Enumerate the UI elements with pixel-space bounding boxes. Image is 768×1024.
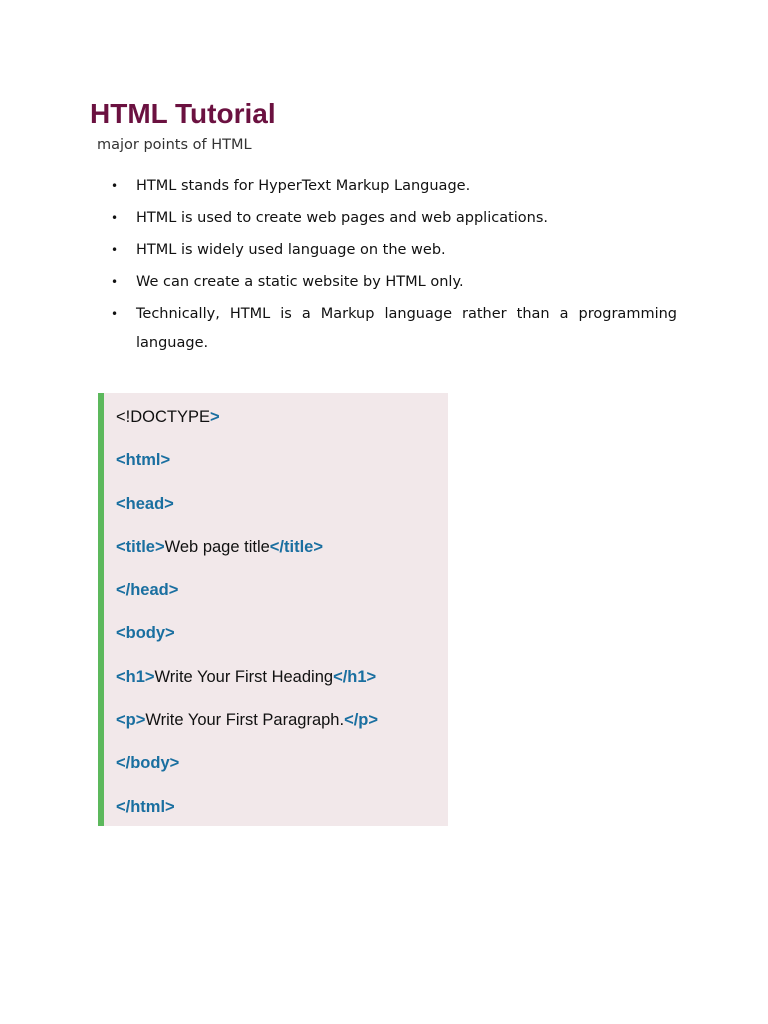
- code-doctype: <!DOCTYPE: [116, 408, 210, 426]
- code-tag-open: <h1>: [116, 667, 155, 686]
- code-tag-close: </h1>: [333, 667, 377, 686]
- code-tag-open: <head>: [116, 494, 174, 513]
- list-item: [108, 172, 677, 201]
- list-item-text: HTML is widely used language on the web.: [136, 242, 446, 258]
- page-subtitle: major points of HTML: [97, 137, 252, 153]
- bullet-icon: •: [111, 211, 119, 225]
- list-item: [108, 204, 677, 233]
- bullet-icon: •: [111, 307, 119, 321]
- code-tag-close: </p>: [344, 711, 378, 730]
- code-line: [116, 623, 448, 643]
- code-tag-close: >: [209, 408, 220, 426]
- code-text: Web page title: [164, 537, 270, 556]
- code-line: [116, 537, 448, 557]
- code-text: Write Your First Heading: [154, 667, 334, 686]
- list-item: [108, 236, 677, 265]
- code-line: [116, 580, 448, 600]
- code-line: [116, 797, 448, 817]
- bullet-icon: •: [111, 275, 119, 289]
- code-example-box: [98, 393, 448, 826]
- list-item-text: HTML stands for HyperText Markup Language.: [136, 178, 471, 194]
- bullet-icon: •: [111, 243, 119, 257]
- points-list: [108, 172, 677, 361]
- bullet-icon: •: [111, 179, 119, 193]
- code-tag-open: </html>: [116, 797, 175, 816]
- code-tag-open: <html>: [116, 451, 171, 470]
- code-tag-close: </title>: [269, 537, 323, 556]
- code-line: [116, 710, 448, 730]
- code-line: [116, 667, 448, 687]
- code-line: [116, 450, 448, 470]
- code-tag-open: <title>: [116, 537, 165, 556]
- list-item-text: We can create a static website by HTML only.: [136, 274, 464, 290]
- code-tag-open: </body>: [116, 754, 180, 773]
- code-tag-open: </head>: [116, 581, 179, 600]
- code-line: [116, 407, 448, 427]
- page-title: HTML Tutorial: [90, 98, 276, 129]
- code-tag-open: <body>: [116, 624, 175, 643]
- list-item: [108, 300, 677, 358]
- list-item: [108, 268, 677, 297]
- code-line: [116, 753, 448, 773]
- list-item-text: HTML is used to create web pages and web applications.: [136, 210, 549, 226]
- list-item-text: Technically, HTML is a Markup language rather than a programming language.: [136, 306, 677, 351]
- code-text: Write Your First Paragraph.: [145, 711, 345, 730]
- code-tag-open: <p>: [116, 711, 146, 730]
- code-line: [116, 494, 448, 514]
